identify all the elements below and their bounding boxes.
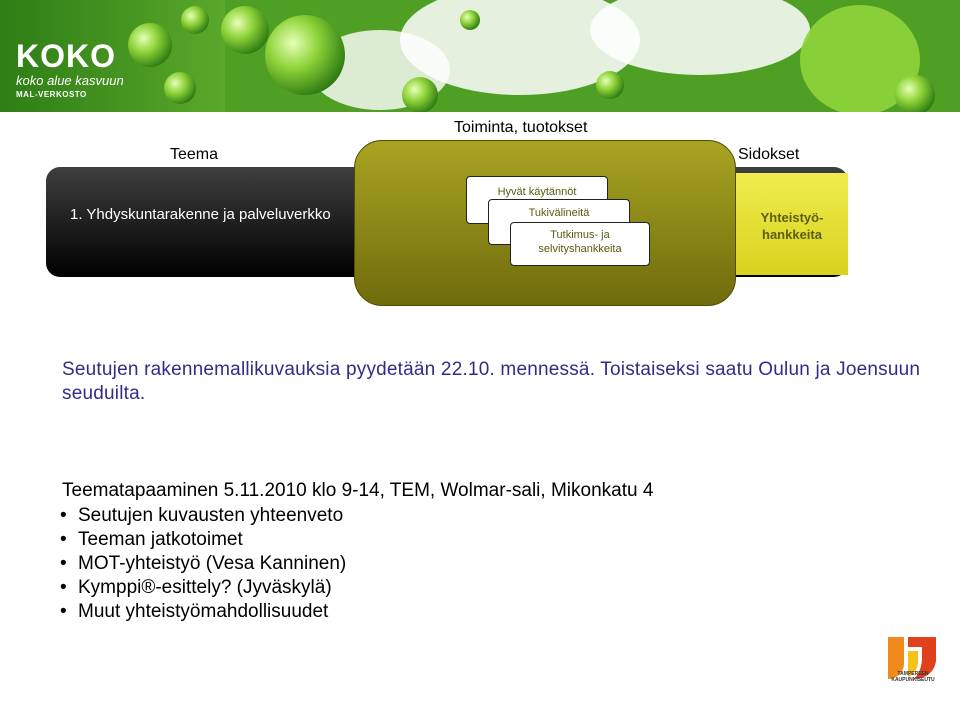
list-item bbox=[60, 552, 346, 576]
list-item bbox=[60, 528, 346, 552]
logo-tagline: koko alue kasvuun bbox=[16, 73, 124, 88]
tampere-region-logo bbox=[884, 622, 940, 694]
header-links: Sidokset bbox=[738, 146, 800, 163]
list-item-text: Teeman jatkotoimet bbox=[78, 529, 243, 550]
bubbles-graphic bbox=[0, 0, 960, 112]
list-item-text: MOT-yhteistyö (Vesa Kanninen) bbox=[78, 553, 347, 574]
logo-wordmark: KOKO bbox=[16, 38, 116, 74]
meeting-title: Teematapaaminen 5.11.2010 klo 9-14, TEM, Wolmar-sali, Mikonkatu 4 bbox=[62, 480, 654, 501]
bullet: • bbox=[60, 505, 67, 526]
footer-logo-line2: KAUPUNKISEUTU bbox=[891, 677, 935, 683]
card-label: Tutkimus- ja selvityshankkeita bbox=[538, 229, 622, 255]
card-label: Tukivälineitä bbox=[528, 207, 590, 219]
footer-logo-text bbox=[878, 671, 948, 683]
list-item bbox=[60, 504, 346, 528]
bullet: • bbox=[60, 553, 67, 574]
list-item-text: Seutujen kuvausten yhteenveto bbox=[78, 505, 344, 526]
bullet: • bbox=[60, 601, 67, 622]
logo-network: MAL-VERKOSTO bbox=[16, 90, 87, 99]
card-research-projects bbox=[510, 222, 650, 266]
list-item-text: Muut yhteistyömahdollisuudet bbox=[78, 601, 329, 622]
header-theme: Teema bbox=[170, 146, 219, 163]
theme-label: 1. Yhdyskuntarakenne ja palveluverkko bbox=[70, 206, 331, 223]
agenda-list bbox=[60, 504, 346, 624]
header-banner bbox=[0, 0, 960, 112]
status-paragraph: Seutujen rakennemallikuvauksia pyydetään 22.10. mennessä. Toistaiseksi saatu Oulun ja Joensuun seuduilta. bbox=[62, 359, 921, 404]
card-label: Hyvät käytännöt bbox=[497, 186, 577, 198]
list-item-text: Kymppi®-esittely? (Jyväskylä) bbox=[78, 577, 332, 598]
list-item bbox=[60, 600, 346, 624]
footer-logo-line1: TAMPEREEN bbox=[897, 671, 929, 677]
bullet: • bbox=[60, 529, 67, 550]
links-label: Yhteistyö-hankkeita bbox=[760, 210, 824, 242]
list-item bbox=[60, 576, 346, 600]
header-actions: Toiminta, tuotokset bbox=[454, 119, 588, 136]
bullet: • bbox=[60, 577, 67, 598]
